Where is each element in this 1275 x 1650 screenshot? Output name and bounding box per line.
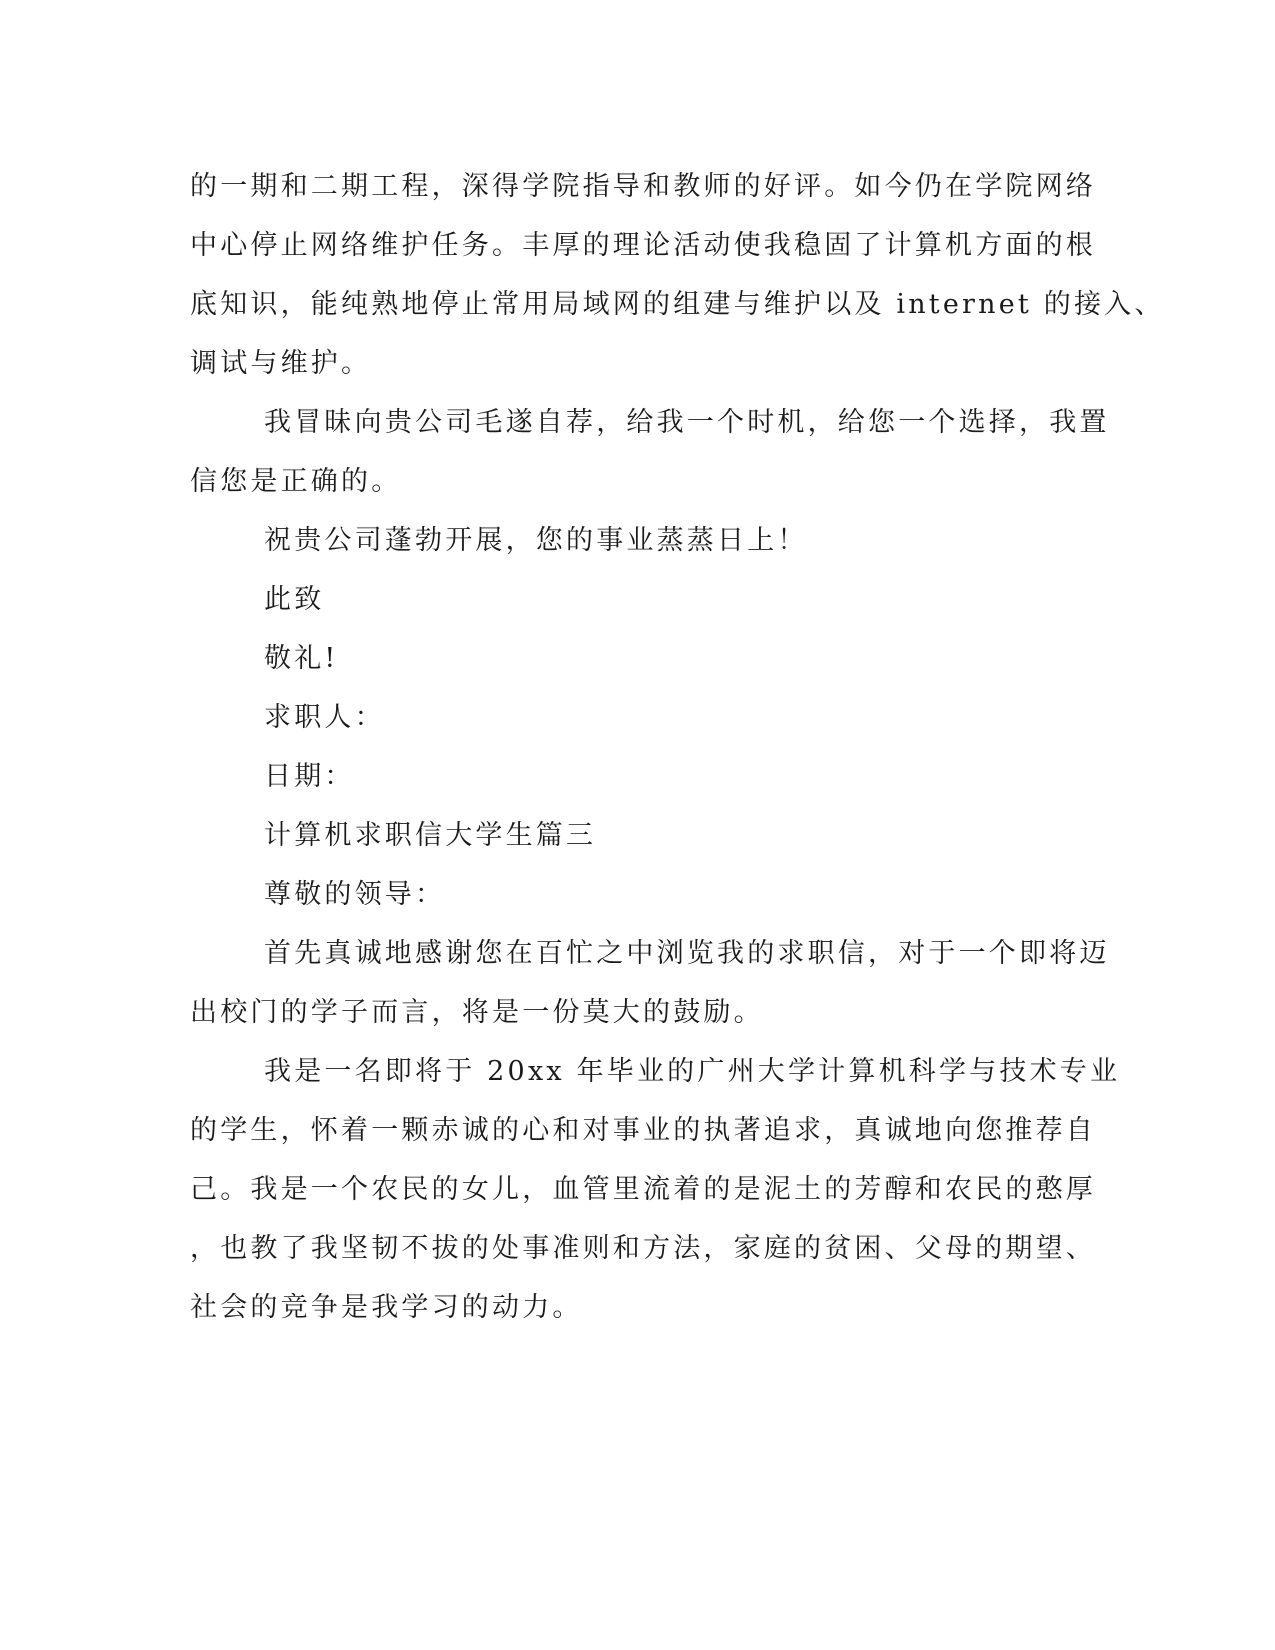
body-line: 我是一名即将于 20xx 年毕业的广州大学计算机科学与技术专业: [264, 1056, 1121, 1087]
date-label: 日期：: [264, 761, 355, 792]
body-line: 信您是正确的。: [190, 466, 402, 497]
body-line: 调试与维护。: [190, 348, 372, 379]
body-line: 的一期和二期工程，深得学院指导和教师的好评。如今仍在学院网络: [190, 171, 1096, 202]
body-line: 首先真诚地感谢您在百忙之中浏览我的求职信，对于一个即将迈: [264, 938, 1110, 969]
body-line: ，也教了我坚韧不拔的处事准则和方法，家庭的贫困、父母的期望、: [190, 1233, 1096, 1264]
body-line: 我冒昧向贵公司毛遂自荐，给我一个时机，给您一个选择，我置: [264, 407, 1110, 438]
body-line: 底知识，能纯熟地停止常用局域网的组建与维护以及 internet 的接入、: [190, 289, 1165, 320]
salutation-closing: 此致: [264, 584, 325, 615]
body-line: 中心停止网络维护任务。丰厚的理论活动使我稳固了计算机方面的根: [190, 230, 1096, 261]
section-heading: 计算机求职信大学生篇三: [264, 820, 597, 851]
applicant-label: 求职人：: [264, 702, 385, 733]
greeting: 尊敬的领导：: [264, 879, 446, 910]
body-line: 社会的竞争是我学习的动力。: [190, 1292, 583, 1323]
body-line: 出校门的学子而言，将是一份莫大的鼓励。: [190, 997, 764, 1028]
body-line: 的学生，怀着一颗赤诚的心和对事业的执著追求，真诚地向您推荐自: [190, 1115, 1096, 1146]
body-line: 己。我是一个农民的女儿，血管里流着的是泥土的芳醇和农民的憨厚: [190, 1174, 1096, 1205]
closing-wish: 祝贵公司蓬勃开展，您的事业蒸蒸日上！: [264, 525, 808, 556]
salutation-regards: 敬礼!: [264, 643, 339, 674]
